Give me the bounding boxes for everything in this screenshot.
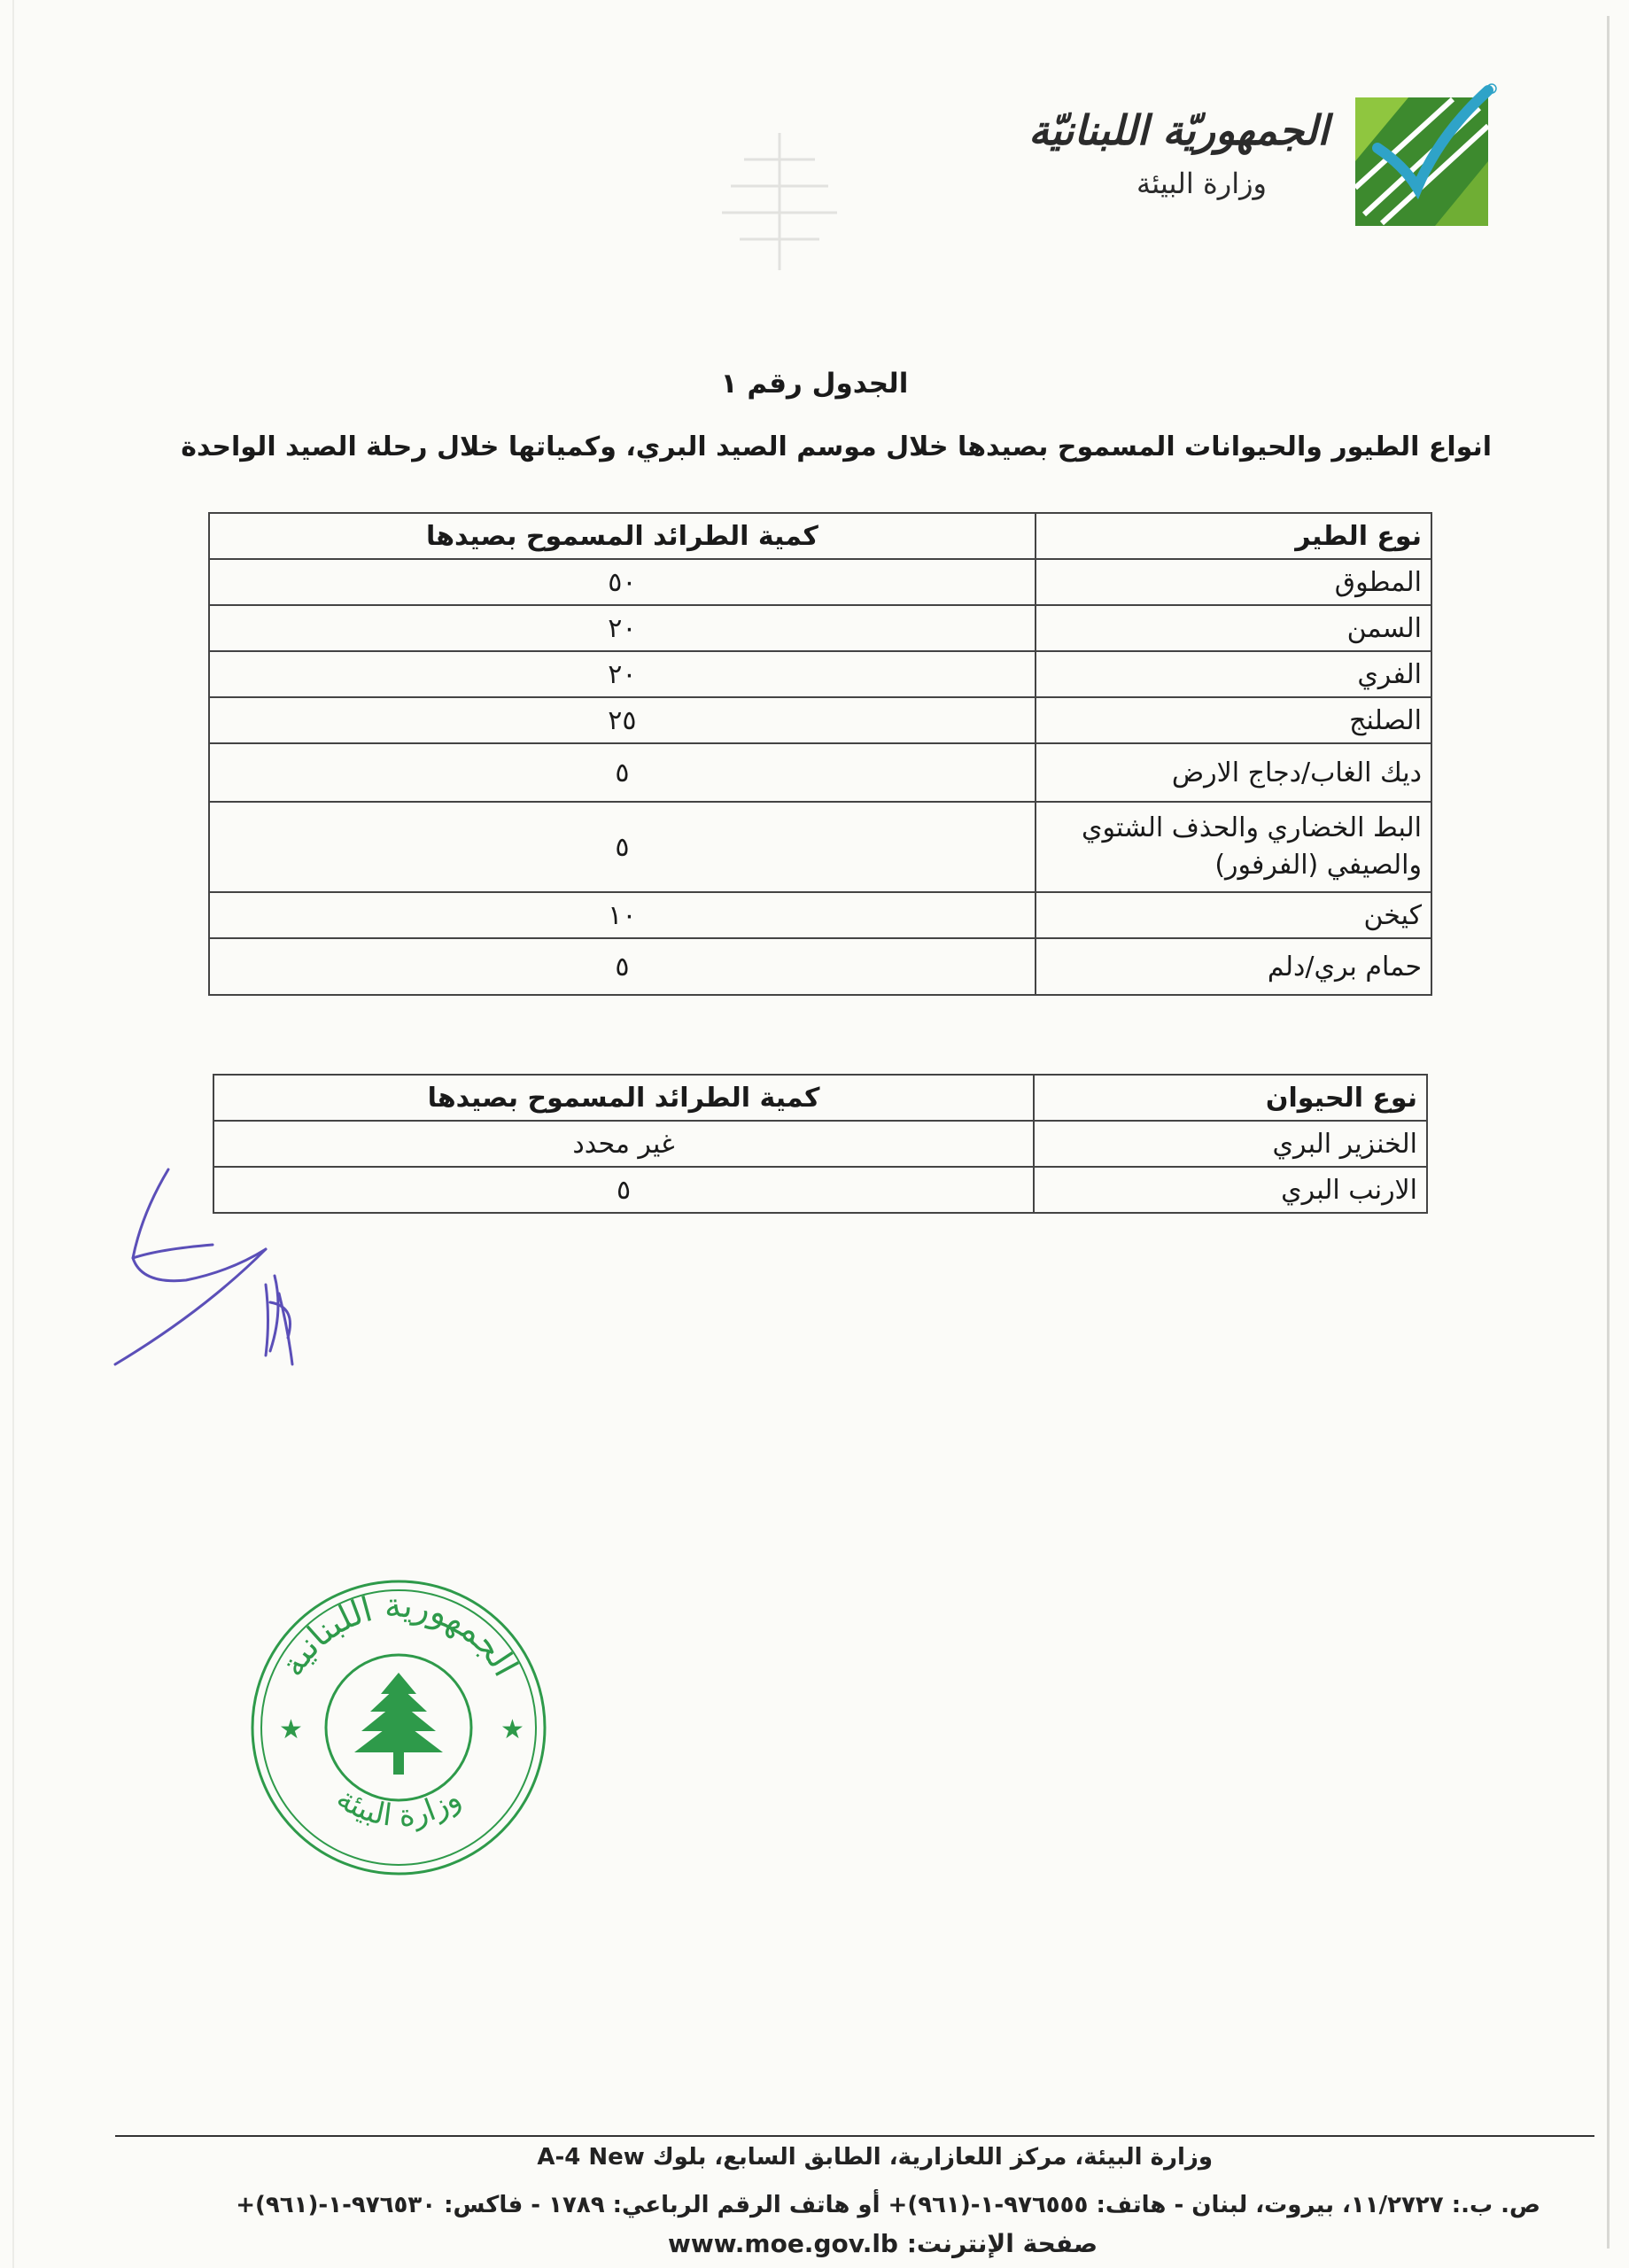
star-icon: ★ <box>279 1714 303 1745</box>
column-header-bird-type: نوع الطير <box>1036 513 1431 559</box>
ministry-logo <box>1355 82 1497 228</box>
table-row <box>213 1167 1427 1213</box>
table-row <box>209 938 1431 995</box>
animals-table <box>213 1074 1428 1214</box>
bird-type-cell: البط الخضاري والحذف الشتوي والصيفي (الفرفور) <box>1036 802 1431 892</box>
star-icon: ★ <box>500 1714 524 1745</box>
column-header-animal-type: نوع الحيوان <box>1034 1075 1427 1121</box>
page-edge-left <box>12 0 14 2268</box>
page-edge-right <box>1607 16 1610 2249</box>
footer-contact: ص. ب.: ١١/٢٧٢٧، بيروت، لبنان - هاتف: ٩٧٦٥٥٥-١-(٩٦١)+ أو هاتف الرقم الرباعي: ١٧٨٩ - فاكس: ٩٧٦٥٣٠-١-(٩٦١)+ <box>236 2192 1540 2218</box>
bird-type-cell: حمام بري/دلم <box>1036 938 1431 995</box>
bird-type-cell: السمن <box>1036 605 1431 651</box>
bird-type-cell: كيخن <box>1036 892 1431 938</box>
footer-website: صفحة الإنترنت: www.moe.gov.lb <box>667 2229 1098 2258</box>
birds-table <box>208 512 1432 996</box>
quantity-cell: ١٠ <box>209 892 1036 938</box>
table-row <box>213 1121 1427 1167</box>
stamp-bottom-text: وزارة البيئة <box>330 1780 468 1835</box>
document-title: انواع الطيور والحيوانات المسموح بصيدها خلال موسم الصيد البري، وكمياتها خلال رحلة الصيد الواحدة <box>181 431 1492 462</box>
header-ministry: وزارة البيئة <box>1136 167 1267 200</box>
table-row <box>209 697 1431 743</box>
bird-type-cell: الصلنج <box>1036 697 1431 743</box>
svg-text:وزارة البيئة <box>330 1781 468 1834</box>
table-number: الجدول رقم ١ <box>720 368 909 400</box>
footer-divider <box>115 2135 1594 2137</box>
cedar-icon <box>354 1673 443 1775</box>
quantity-cell: ٥٠ <box>209 559 1036 605</box>
table-row <box>209 743 1431 802</box>
table-header-row <box>213 1075 1427 1121</box>
column-header-quantity: كمية الطرائد المسموح بصيدها <box>209 513 1036 559</box>
animal-type-cell: الخنزير البري <box>1034 1121 1427 1167</box>
table-row <box>209 802 1431 892</box>
quantity-cell: ٥ <box>209 802 1036 892</box>
bird-type-cell: ديك الغاب/دجاج الارض <box>1036 743 1431 802</box>
quantity-cell: ٢٠ <box>209 651 1036 697</box>
table-row <box>209 559 1431 605</box>
quantity-cell: ٢٥ <box>209 697 1036 743</box>
header-republic: الجمهوريّة اللبنانيّة <box>1028 106 1329 154</box>
table-row <box>209 651 1431 697</box>
quantity-cell: ٢٠ <box>209 605 1036 651</box>
bird-type-cell: الفري <box>1036 651 1431 697</box>
header-text <box>974 106 1329 200</box>
table-row <box>209 892 1431 938</box>
ministry-stamp <box>239 1568 558 1887</box>
quantity-cell: ٥ <box>213 1167 1034 1213</box>
stamp-top-text: الجمهورية اللبنانية <box>272 1585 526 1683</box>
quantity-cell: ٥ <box>209 743 1036 802</box>
svg-text:الجمهورية اللبنانية <box>272 1586 525 1683</box>
faint-cedar-watermark <box>709 124 850 275</box>
footer-address: وزارة البيئة، مركز اللعازارية، الطابق السابع، بلوك A-4 New <box>537 2144 1213 2171</box>
table-header-row <box>209 513 1431 559</box>
animal-type-cell: الارنب البري <box>1034 1167 1427 1213</box>
table-row <box>209 605 1431 651</box>
bird-type-cell: المطوق <box>1036 559 1431 605</box>
quantity-cell: غير محدد <box>213 1121 1034 1167</box>
handwritten-signature <box>106 1161 328 1382</box>
column-header-quantity: كمية الطرائد المسموح بصيدها <box>213 1075 1034 1121</box>
quantity-cell: ٥ <box>209 938 1036 995</box>
